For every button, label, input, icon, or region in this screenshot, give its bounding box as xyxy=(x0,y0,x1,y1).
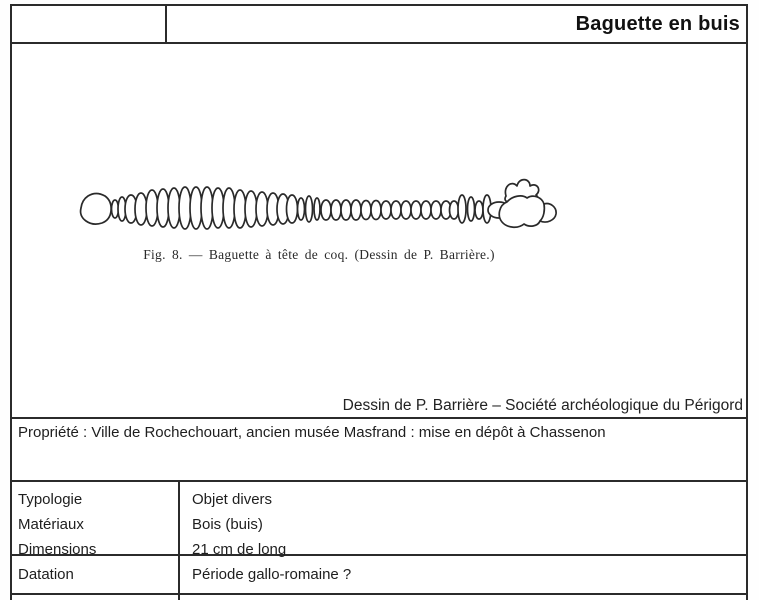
partial-next-row xyxy=(12,595,746,600)
datation-label-cell xyxy=(12,556,180,593)
datation-value-cell xyxy=(180,556,746,593)
label-datation: Datation xyxy=(18,566,74,583)
partial-value-cell xyxy=(180,595,746,600)
datation-row xyxy=(12,556,746,595)
label-materiaux: Matériaux xyxy=(18,516,84,533)
value-datation: Période gallo-romaine ? xyxy=(192,566,352,583)
baguette-drawing xyxy=(78,172,560,240)
value-dimensions: 21 cm de long xyxy=(192,541,287,558)
spec-labels-cell xyxy=(12,482,180,558)
property-row xyxy=(12,419,746,482)
label-dimensions: Dimensions xyxy=(18,541,97,558)
label-typologie: Typologie xyxy=(18,491,83,508)
document-frame xyxy=(10,4,748,600)
document-title: Baguette en buis xyxy=(575,13,740,35)
partial-label-cell xyxy=(12,595,180,600)
header-blank-cell xyxy=(12,6,167,42)
value-typologie: Objet divers xyxy=(192,491,273,508)
figure-cell xyxy=(12,44,746,419)
spec-values-cell xyxy=(180,482,746,558)
typology-row xyxy=(12,482,746,556)
figure-caption: Fig. 8. — Baguette à tête de coq. (Dessin de P. Barrière.) xyxy=(143,247,495,262)
property-text: Propriété : Ville de Rochechouart, ancien musée Masfrand : mise en dépôt à Chassenon xyxy=(18,424,606,441)
header-row xyxy=(12,6,746,44)
baguette-rod-illustration xyxy=(78,172,560,240)
value-materiaux: Bois (buis) xyxy=(192,516,263,533)
figure-credit: Dessin de P. Barrière – Société archéologique du Périgord xyxy=(342,397,743,414)
